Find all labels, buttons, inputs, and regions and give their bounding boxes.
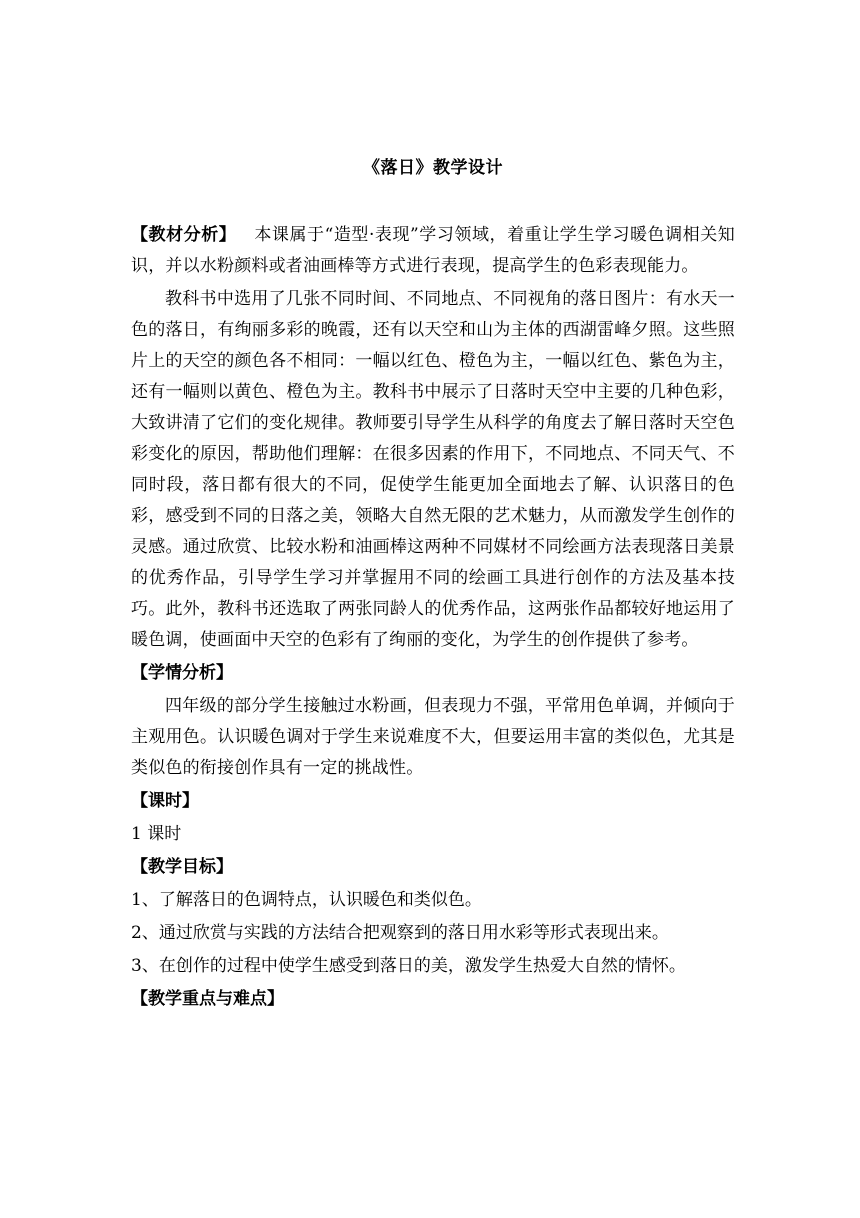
materials-analysis-paragraph [131,220,735,282]
document-body [131,220,735,1017]
section-heading-goals: 【教学目标】 [131,857,233,877]
students-analysis-paragraph: 四年级的部分学生接触过水粉画，但表现力不强，平常用色单调，并倾向于主观用色。认识暖色调对于学生来说难度不大，但要运用丰富的类似色，尤其是类似色的衔接创作具有一定的挑战性。 [131,696,735,778]
materials-analysis-text: 本课属于“造型·表现”学习领域，着重让学生学习暖色调相关知识，并以水粉颜料或者油画棒等方式进行表现，提高学生的色彩表现能力。 [131,225,735,276]
hours-value: 1 课时 [131,824,182,844]
section-heading-focus: 【教学重点与难点】 [131,989,284,1009]
section-heading-hours: 【课时】 [131,791,199,811]
materials-detail-paragraph: 教科书中选用了几张不同时间、不同地点、不同视角的落日图片：有水天一色的落日，有绚丽多彩的晚霞，还有以天空和山为主体的西湖雷峰夕照。这些照片上的天空的颜色各不相同：一幅以红色、橙色为主，一幅以红色、紫色为主，还有一幅则以黄色、橙色为主。教科书中展示了日落时天空中主要的几种色彩，大致讲清了它们的变化规律。教师要引导学生从科学的角度去了解日落时天空色彩变化的原因，帮助他们理解：在很多因素的作用下，不同地点、不同天气、不同时段，落日都有很大的不同，促使学生能更加全面地去了解、认识落日的色彩，感受到不同的日落之美，领略大自然无限的艺术魅力，从而激发学生创作的灵感。通过欣赏、比较水粉和油画棒这两种不同媒材不同绘画方法表现落日美景的优秀作品，引导学生学习并掌握用不同的绘画工具进行创作的方法及基本技巧。此外，教科书还选取了两张同龄人的优秀作品，这两张作品都较好地运用了暖色调，使画面中天空的色彩有了绚丽的变化，为学生的创作提供了参考。 [131,289,735,650]
section-heading-students: 【学情分析】 [131,663,233,683]
goal-item-2: 2、通过欣赏与实践的方法结合把观察到的落日用水彩等形式表现出来。 [131,923,669,943]
goal-item-3: 3、在创作的过程中使学生感受到落日的美，激发学生热爱大自然的情怀。 [131,956,686,976]
goal-item-1: 1、了解落日的色调特点，认识暖色和类似色。 [131,890,482,910]
page-title: 《落日》教学设计 [363,158,503,178]
document-page [131,0,735,1218]
section-heading-materials: 【教材分析】 [131,225,237,245]
